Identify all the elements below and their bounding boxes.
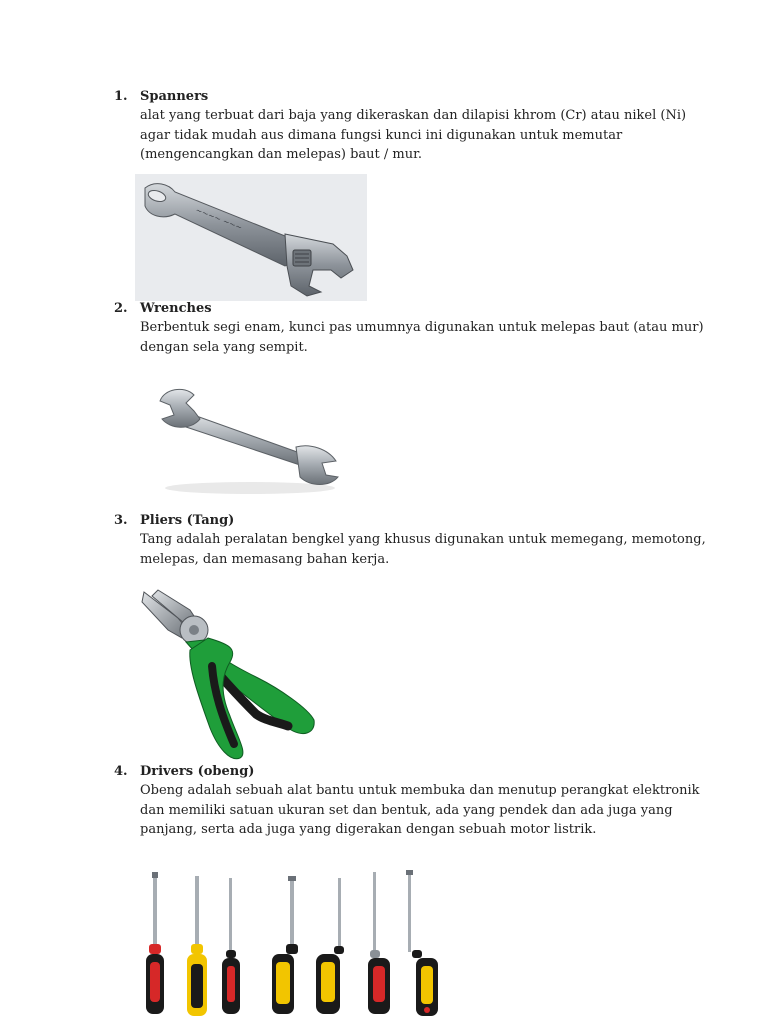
screwdriver-yellow-flat-icon — [272, 876, 298, 1014]
item-title: Pliers (Tang) — [140, 513, 235, 528]
svg-text:~~~~ ~~~: ~~~~ ~~~ — [194, 205, 244, 233]
adjustable-wrench-icon — [135, 174, 367, 301]
list-number: 1. — [114, 89, 128, 104]
screwdriver-yellow-phillips-icon — [187, 876, 207, 1016]
item-title: Drivers (obeng) — [140, 764, 255, 779]
item-description: Berbentuk segi enam, kunci pas umumnya digunakan untuk melepas baut (atau mur) dengan sela yang sempit. — [140, 320, 704, 355]
pliers-icon — [138, 588, 323, 763]
list-number: 2. — [114, 301, 128, 316]
screwdriver-black-red-icon — [222, 878, 240, 1014]
screwdriver-red-flat-icon — [146, 872, 164, 1014]
item-description: Obeng adalah sebuah alat bantu untuk membuka dan menutup perangkat elektronik dan memiliki satuan ukuran set dan bentuk, ada yang pendek dan ada juga yang panjang, serta ada juga yang digerakan dengan sebuah motor listrik. — [140, 783, 700, 837]
item-title: Spanners — [140, 89, 209, 104]
item-description: Tang adalah peralatan bengkel yang khusus digunakan untuk memegang, memotong, melepas, dan memasang bahan kerja. — [140, 532, 706, 567]
screwdriver-red-yellow-icon — [406, 870, 438, 1016]
open-end-wrench-icon — [150, 383, 345, 498]
screwdriver-black-yellow-icon — [316, 878, 344, 1014]
list-number: 4. — [114, 764, 128, 779]
list-number: 3. — [114, 513, 128, 528]
screwdriver-grey-red-icon — [368, 872, 390, 1014]
item-description: alat yang terbuat dari baja yang dikeraskan dan dilapisi khrom (Cr) atau nikel (Ni) agar tidak mudah aus dimana fungsi kunci ini digunakan untuk memutar (mengencangkan dan melepas) baut / mur. — [140, 108, 687, 162]
item-title: Wrenches — [140, 301, 212, 316]
screwdriver-set-icon — [140, 870, 450, 1024]
